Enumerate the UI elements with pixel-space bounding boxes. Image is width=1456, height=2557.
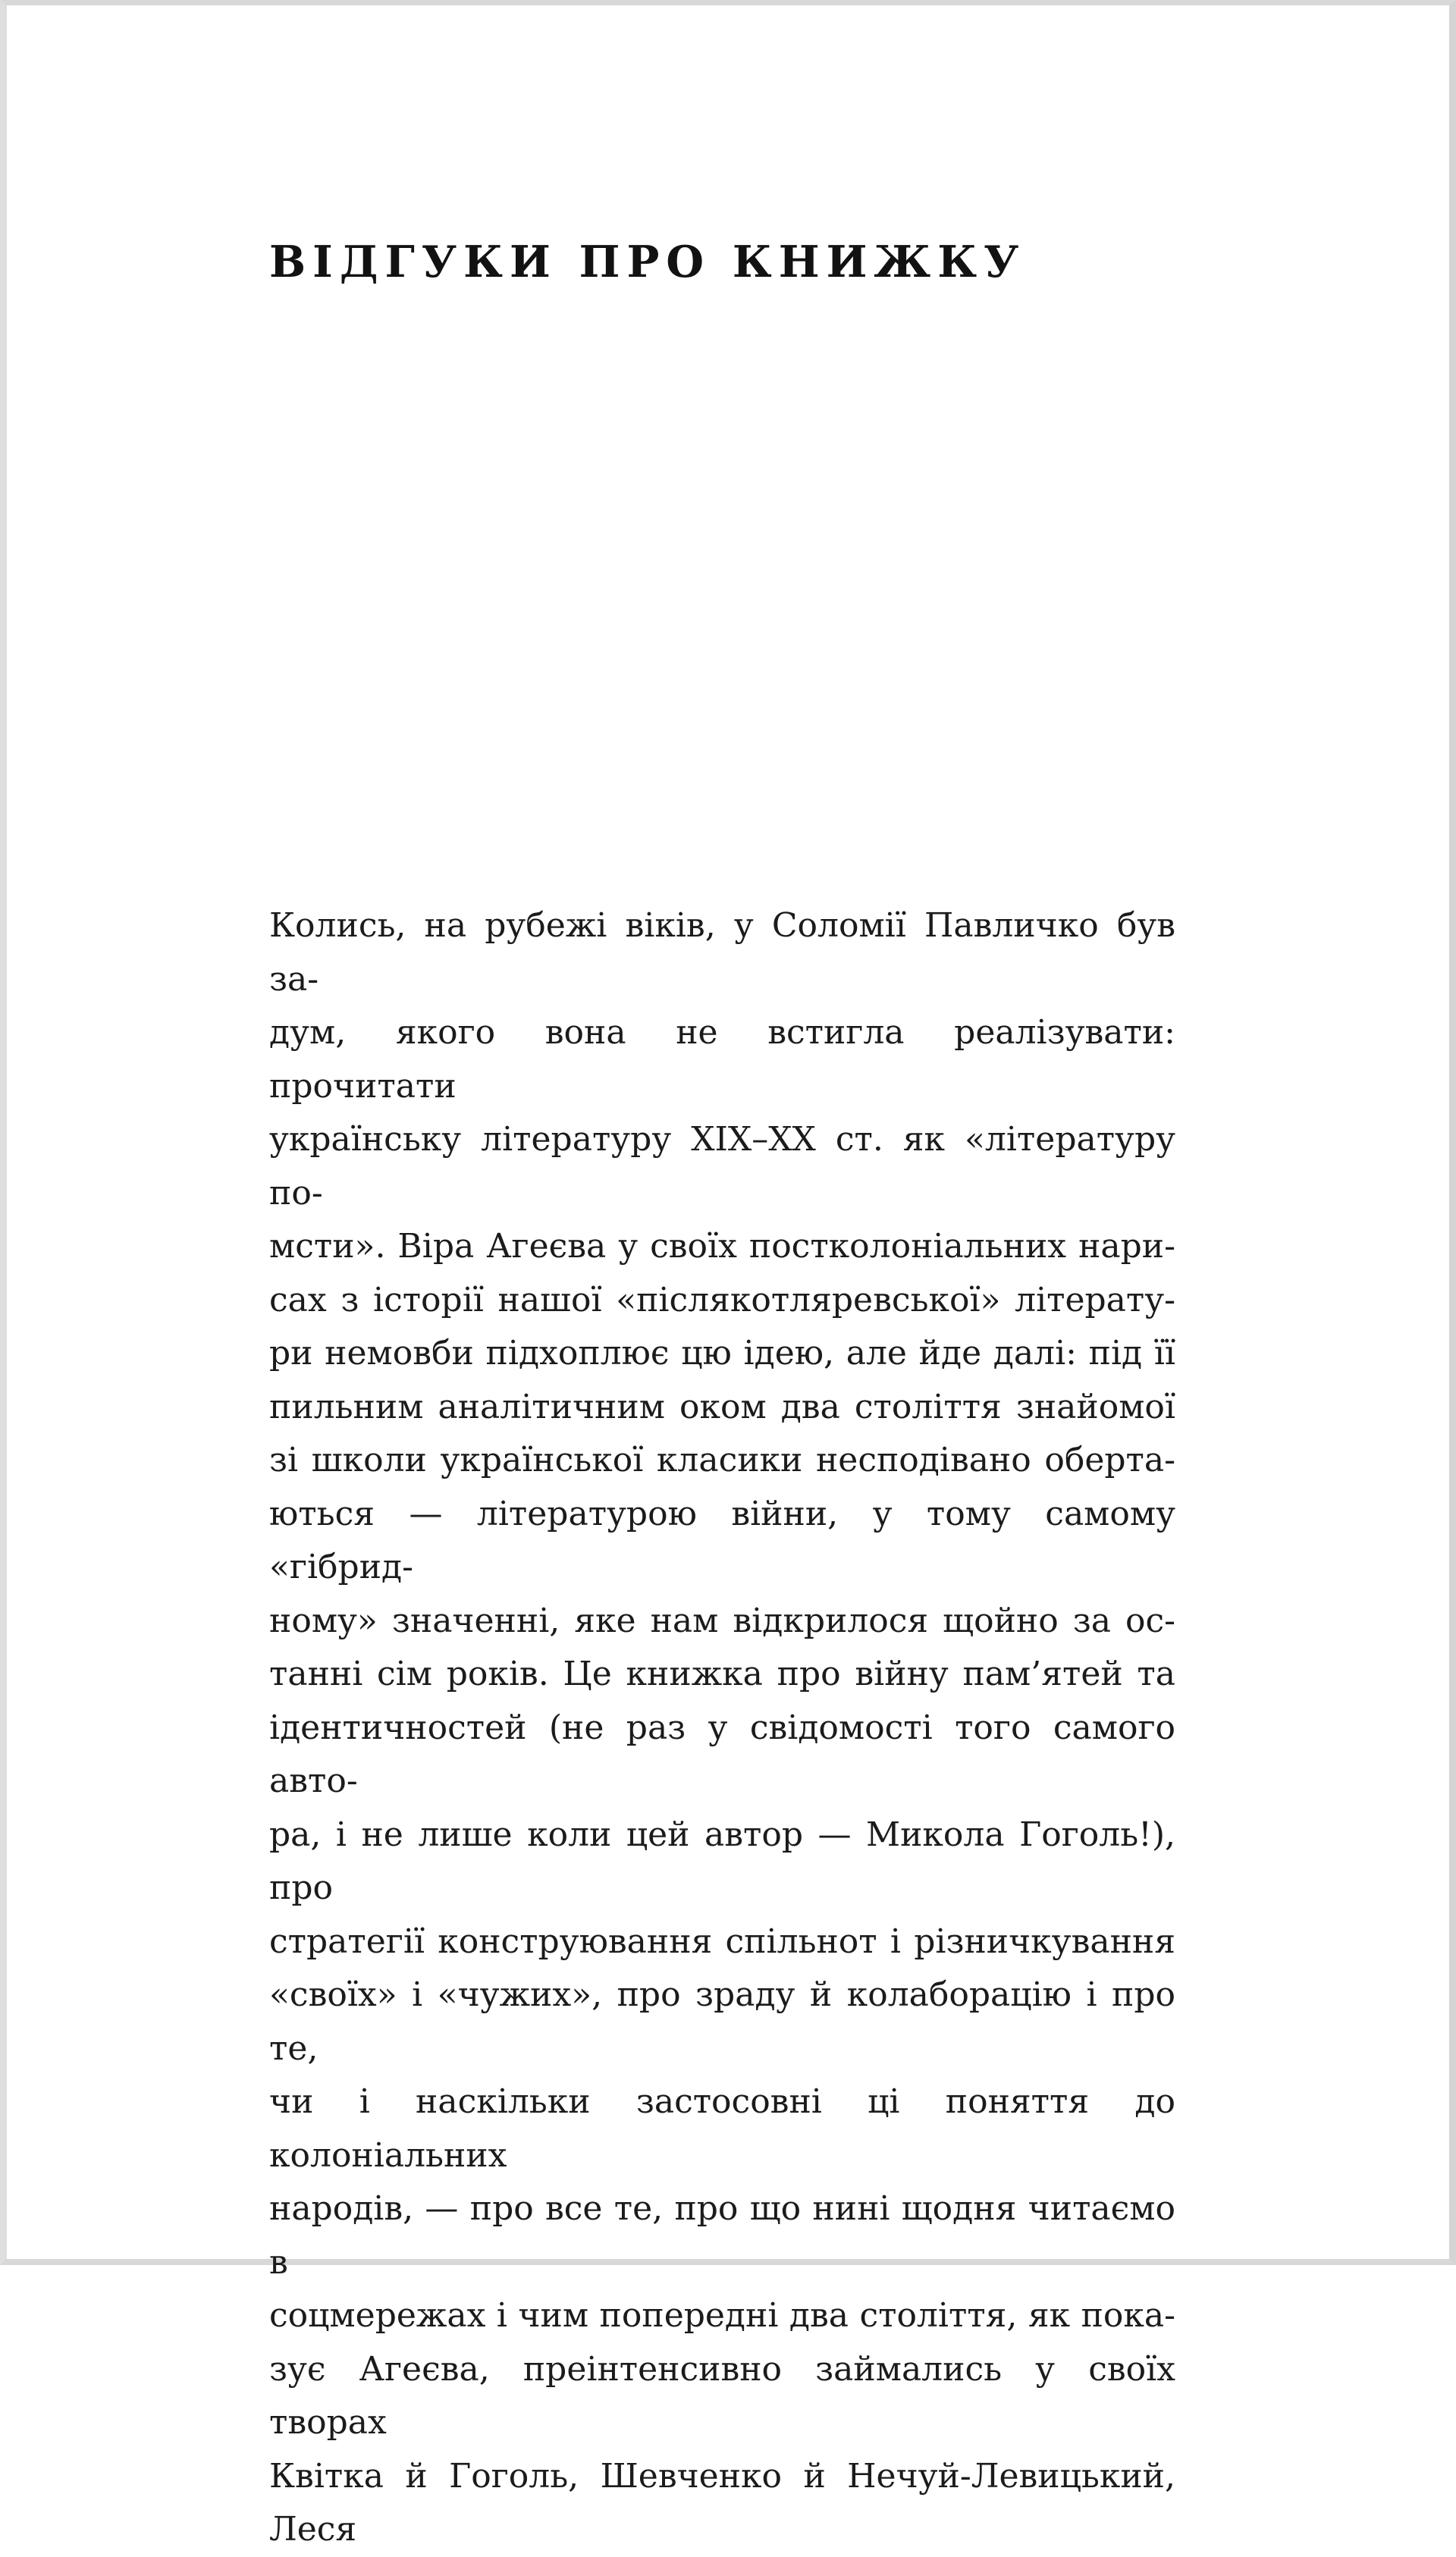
text-line: ному» значенні, яке нам відкрилося щойно за ос-: [269, 1601, 1175, 1640]
text-line: соцмережах і чим попередні два століття, як пока-: [269, 2296, 1175, 2335]
text-line: стратегії конструювання спільнот і різничкування: [269, 1922, 1175, 1961]
text-line: Колись, на рубежі віків, у Соломії Павличко був за-: [269, 906, 1175, 999]
text-line: чи і наскільки застосовні ці поняття до колоніальних: [269, 2082, 1175, 2175]
text-line: ідентичностей (не раз у свідомості того самого авто-: [269, 1708, 1175, 1800]
text-line: ри немовби підхоплює цю ідею, але йде далі: під її: [269, 1334, 1175, 1373]
text-line: ра, і не лише коли цей автор — Микола Гоголь!), про: [269, 1815, 1175, 1907]
page-title: ВІДГУКИ ПРО КНИЖКУ: [269, 237, 1026, 287]
text-line: українську літературу XIX–XX ст. як «літературу по-: [269, 1120, 1175, 1213]
text-line: мсти». Віра Агеєва у своїх постколоніальних нари-: [269, 1227, 1175, 1266]
text-line: ються — літературою війни, у тому самому «гібрид-: [269, 1494, 1175, 1586]
text-line: зі школи української класики несподівано оберта-: [269, 1441, 1175, 1479]
text-line: пильним аналітичним оком два століття знайомої: [269, 1387, 1175, 1426]
text-line: зує Агеєва, преінтенсивно займались у своїх творах: [269, 2349, 1175, 2442]
text-line: дум, якого вона не встигла реалізувати: прочитати: [269, 1013, 1175, 1106]
text-line: сах з історії нашої «післякотляревської» літерату-: [269, 1280, 1175, 1319]
body-text: [269, 899, 1175, 2557]
text-line: «своїх» і «чужих», про зраду й колаборацію і про те,: [269, 1975, 1175, 2068]
text-line: Квітка й Гоголь, Шевченко й Нечуй-Левицький, Леся: [269, 2456, 1175, 2549]
text-line: танні сім років. Це книжка про війну пам’ятей та: [269, 1655, 1175, 1693]
text-line: народів, — про все те, про що нині щодня читаємо в: [269, 2189, 1175, 2282]
